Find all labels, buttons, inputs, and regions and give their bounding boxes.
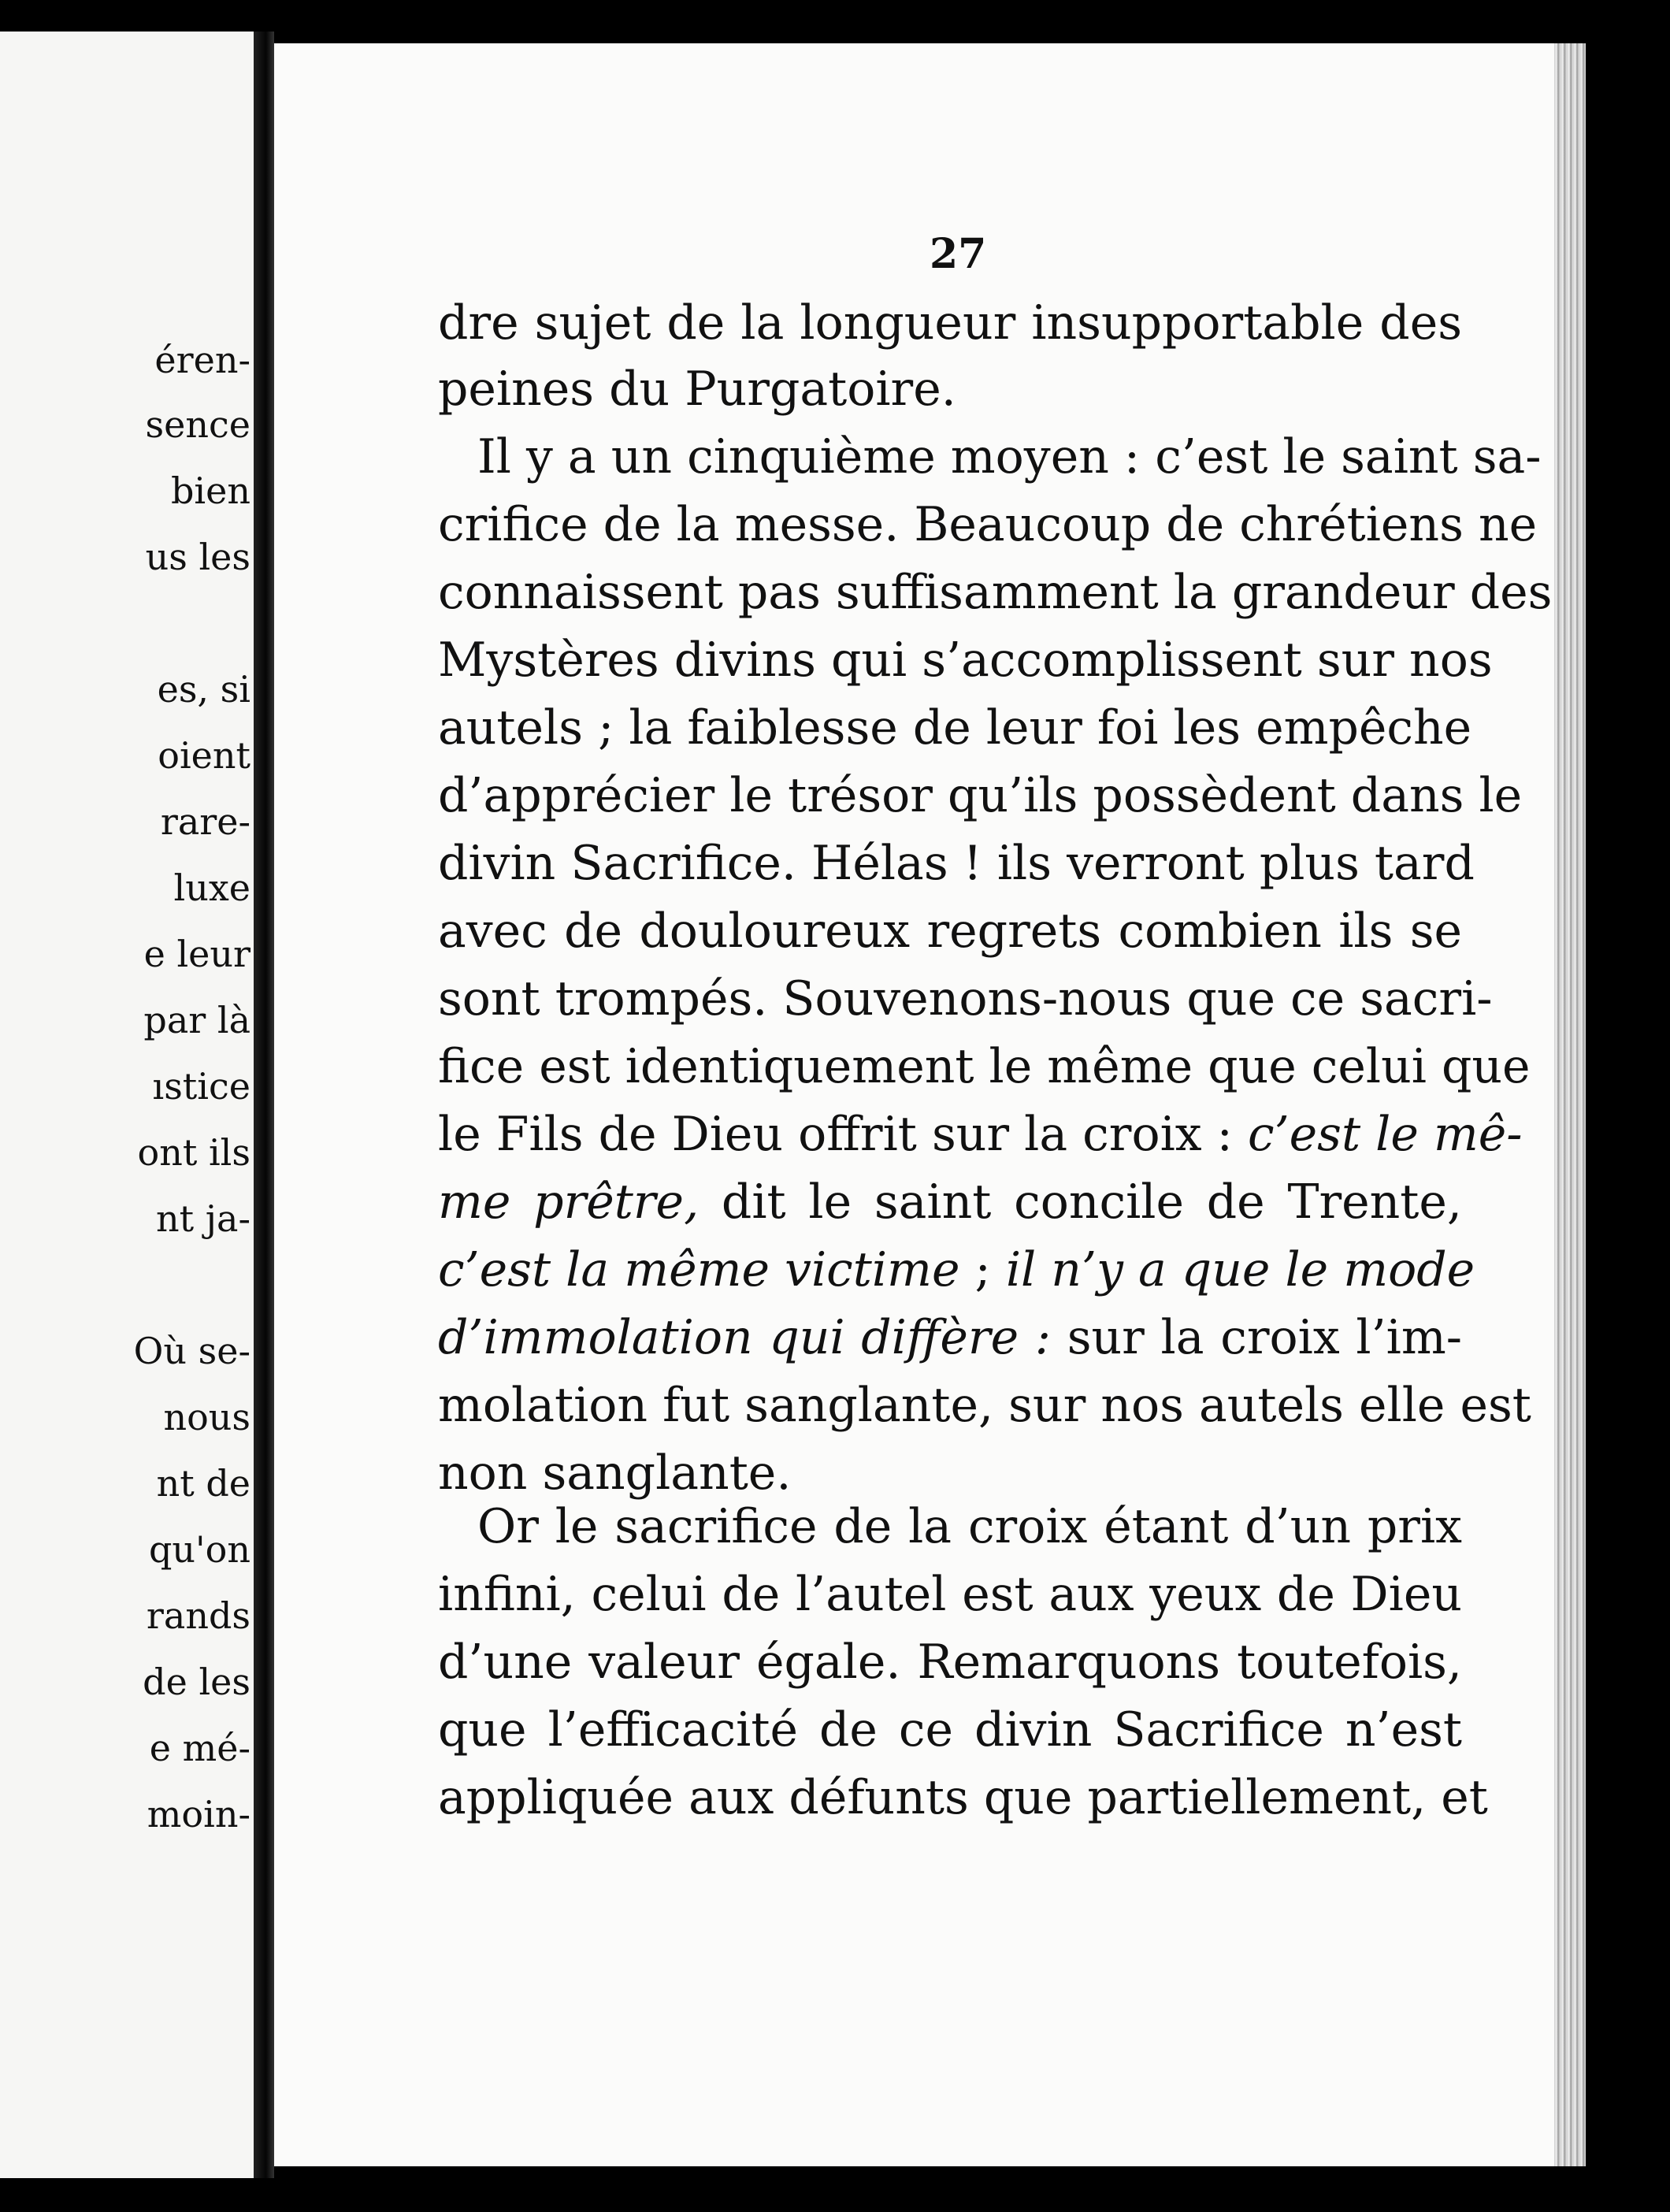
text-line <box>438 1378 1531 1433</box>
text-span: sont trompés. Souvenons-nous que ce sacri- <box>438 971 1493 1026</box>
left-page-line: ıstice <box>152 1065 250 1108</box>
left-page-line: e leur <box>143 933 250 975</box>
left-page-line: us les <box>145 536 250 578</box>
text-line <box>438 1770 1488 1825</box>
text-line <box>438 1310 1462 1365</box>
text-span: divin Sacrifice. Hélas ! ils verront plus tard <box>438 836 1475 891</box>
text-span: sur la croix l’im- <box>1051 1310 1462 1365</box>
text-span: Il y a un cinquième moyen : c’est le saint sa- <box>477 429 1542 484</box>
italic-text-span: c’est le mê- <box>1247 1107 1523 1162</box>
left-page-line: Où se- <box>133 1330 250 1372</box>
text-span: peines du Purgatoire. <box>438 362 956 417</box>
left-page-line: éren- <box>154 339 250 381</box>
page-edge-stack <box>1554 43 1586 2166</box>
previous-page-fragment <box>0 32 254 2178</box>
text-line <box>438 971 1493 1026</box>
left-page-line: nt de <box>156 1462 250 1505</box>
text-line <box>438 1175 1462 1230</box>
text-line <box>438 904 1462 959</box>
text-line <box>438 1446 1462 1501</box>
left-page-line: es, si <box>157 668 250 711</box>
text-span: non sanglante. <box>438 1446 792 1501</box>
left-page-line: par là <box>143 999 250 1041</box>
left-page-line: rands <box>146 1594 250 1637</box>
italic-text-span: me prêtre, <box>438 1175 700 1230</box>
left-page-line: e mé- <box>149 1727 250 1769</box>
text-line <box>438 1107 1523 1162</box>
italic-text-span: d’immolation qui diffère : <box>438 1310 1052 1365</box>
text-line <box>477 1499 1462 1554</box>
text-span: ; <box>959 1242 1006 1297</box>
left-page-line: nous <box>163 1396 250 1438</box>
text-span: fice est identiquement le même que celui que <box>438 1039 1531 1094</box>
book-gutter <box>254 32 274 2178</box>
text-span: molation fut sanglante, sur nos autels elle est <box>438 1378 1531 1433</box>
text-line <box>477 429 1542 484</box>
left-page-line: de les <box>143 1661 250 1703</box>
italic-text-span: il n’y a que le mode <box>1005 1242 1475 1297</box>
text-line <box>438 295 1462 351</box>
text-line <box>438 633 1493 688</box>
italic-text-span: c’est la même victime <box>438 1242 960 1297</box>
text-span: dre sujet de la longueur insupportable des <box>438 295 1462 351</box>
text-span: dit le saint concile de Trente, <box>699 1175 1462 1230</box>
text-span: d’apprécier le trésor qu’ils possèdent dans le <box>438 768 1523 823</box>
left-page-line: sence <box>145 403 250 446</box>
text-line <box>438 1567 1462 1622</box>
text-line <box>438 1702 1462 1757</box>
text-span: Or le sacrifice de la croix étant d’un prix <box>477 1499 1462 1554</box>
text-line <box>438 700 1472 755</box>
left-page-line: ont ils <box>137 1131 250 1174</box>
text-line <box>438 1039 1531 1094</box>
left-page-line: rare- <box>160 800 250 843</box>
text-line <box>438 1242 1475 1297</box>
left-page-line: oient <box>158 734 250 777</box>
text-span: appliquée aux défunts que partiellement, et <box>438 1770 1488 1825</box>
text-span: crifice de la messe. Beaucoup de chrétiens ne <box>438 497 1538 552</box>
page-number: 27 <box>930 230 987 278</box>
text-line <box>438 768 1523 823</box>
text-span: infini, celui de l’autel est aux yeux de Dieu <box>438 1567 1462 1622</box>
text-span: avec de douloureux regrets combien ils se <box>438 904 1462 959</box>
text-span: connaissent pas suffisamment la grandeur des <box>438 565 1553 620</box>
left-page-line: nt ja- <box>156 1197 250 1240</box>
text-line <box>438 836 1475 891</box>
text-line <box>438 565 1553 620</box>
left-page-line: moin- <box>147 1793 250 1835</box>
left-page-line: luxe <box>173 867 250 909</box>
left-page-line: bien <box>170 469 250 512</box>
left-page-line: qu'on <box>148 1528 250 1571</box>
text-line <box>438 1635 1462 1690</box>
text-span: Mystères divins qui s’accomplissent sur nos <box>438 633 1493 688</box>
text-span: le Fils de Dieu offrit sur la croix : <box>438 1107 1248 1162</box>
text-span: d’une valeur égale. Remarquons toutefois, <box>438 1635 1462 1690</box>
text-line <box>438 497 1538 552</box>
text-line <box>438 362 1462 417</box>
text-span: que l’efficacité de ce divin Sacrifice n’est <box>438 1702 1462 1757</box>
text-span: autels ; la faiblesse de leur foi les empêche <box>438 700 1472 755</box>
